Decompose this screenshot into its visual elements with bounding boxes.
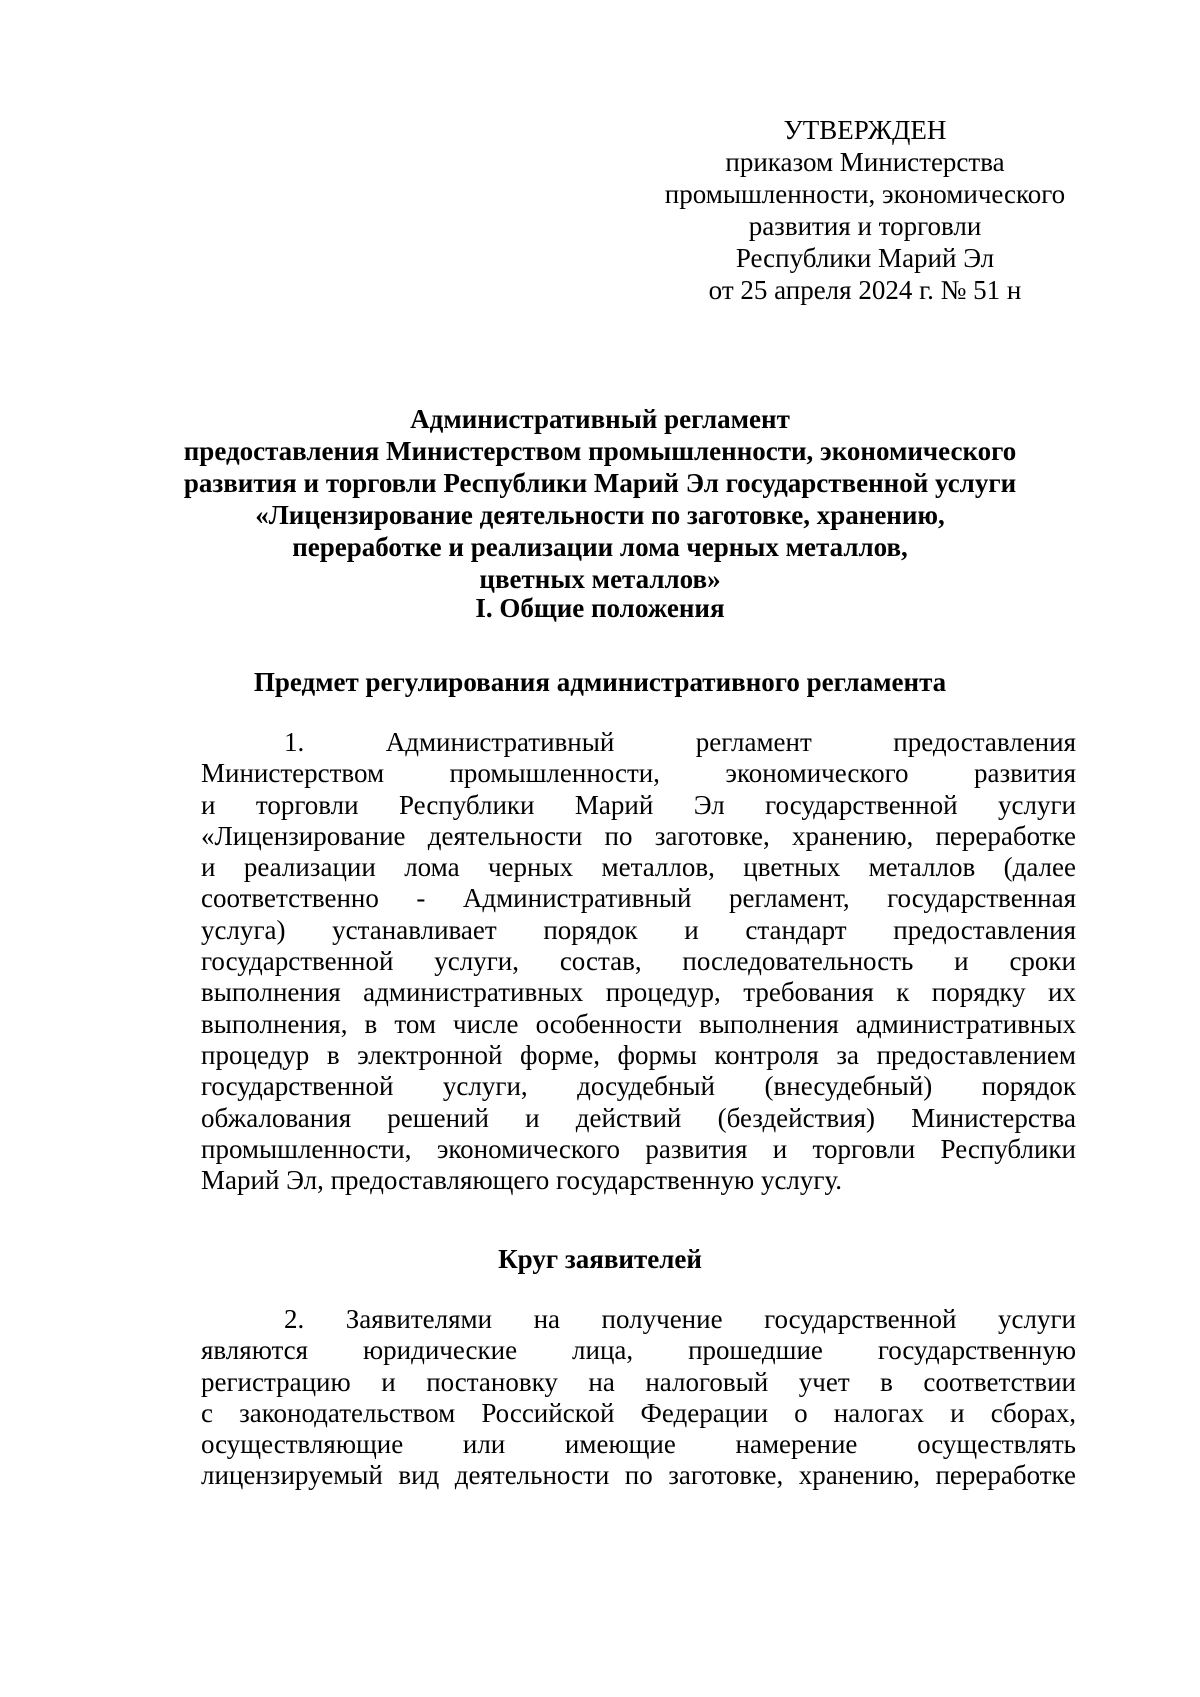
paragraph-2 xyxy=(201,1304,1076,1492)
paragraph-line: «Лицензирование деятельности по заготовке, хранению, переработке xyxy=(201,820,1076,851)
subsection-heading-applicants: Круг заявителей xyxy=(498,1244,702,1274)
approval-line: от 25 апреля 2024 г. № 51 н xyxy=(708,275,1022,305)
title-line: развития и торговли Республики Марий Эл государственной услуги xyxy=(183,468,1017,498)
paragraph-line: услуга) устанавливает порядок и стандарт предоставления xyxy=(201,914,1076,945)
paragraph-line: обжалования решений и действий (бездействия) Министерства xyxy=(201,1102,1076,1133)
paragraph-line: и реализации лома черных металлов, цветных металлов (далее xyxy=(201,852,1076,883)
paragraph-line: процедур в электронной форме, формы контроля за предоставлением xyxy=(201,1039,1076,1070)
approval-line: Республики Марий Эл xyxy=(735,243,995,273)
paragraph-line: регистрацию и постановку на налоговый учет в соответствии xyxy=(201,1366,1076,1397)
approval-line: УТВЕРЖДЕН xyxy=(783,115,947,145)
paragraph-line: 2. Заявителями на получение государственной услуги xyxy=(284,1304,1076,1334)
paragraph-line: выполнения административных процедур, требования к порядку их xyxy=(201,977,1076,1008)
paragraph-line: соответственно - Административный регламент, государственная xyxy=(201,883,1076,914)
paragraph-line: государственной услуги, досудебный (внесудебный) порядок xyxy=(201,1071,1076,1102)
paragraph-line: Министерством промышленности, экономического развития xyxy=(201,758,1076,789)
approval-line: приказом Министерства xyxy=(725,147,1005,177)
approval-line: развития и торговли xyxy=(748,211,982,241)
title-line: переработке и реализации лома черных металлов, xyxy=(292,532,908,562)
paragraph-line: 1. Административный регламент предоставления xyxy=(284,727,1076,757)
paragraph-line: являются юридические лица, прошедшие государственную xyxy=(201,1335,1076,1366)
title-line: предоставления Министерством промышленности, экономического xyxy=(183,436,1017,466)
title-line: «Лицензирование деятельности по заготовке, хранению, xyxy=(255,500,945,530)
paragraph-line: лицензируемый вид деятельности по заготовке, хранению, переработке xyxy=(201,1460,1076,1491)
section-heading-general-provisions: I. Общие положения xyxy=(475,593,725,623)
title-line: цветных металлов» xyxy=(479,564,721,594)
paragraph-line: Марий Эл, предоставляющего государственную услугу. xyxy=(201,1165,843,1196)
paragraph-1 xyxy=(201,727,1076,1196)
approval-line: промышленности, экономического xyxy=(664,179,1066,209)
paragraph-line: выполнения, в том числе особенности выполнения административных xyxy=(201,1008,1076,1039)
paragraph-line: и торговли Республики Марий Эл государственной услуги xyxy=(201,789,1076,820)
paragraph-line: промышленности, экономического развития и торговли Республики xyxy=(201,1133,1076,1164)
paragraph-line: государственной услуги, состав, последовательность и сроки xyxy=(201,946,1076,977)
document-title xyxy=(150,403,1050,595)
title-line: Административный регламент xyxy=(410,404,790,434)
subsection-heading-subject: Предмет регулирования административного регламента xyxy=(253,667,947,697)
paragraph-line: осуществляющие или имеющие намерение осуществлять xyxy=(201,1429,1076,1460)
paragraph-line: с законодательством Российской Федерации о налогах и сборах, xyxy=(201,1397,1076,1428)
approval-stamp-block xyxy=(640,114,1090,306)
